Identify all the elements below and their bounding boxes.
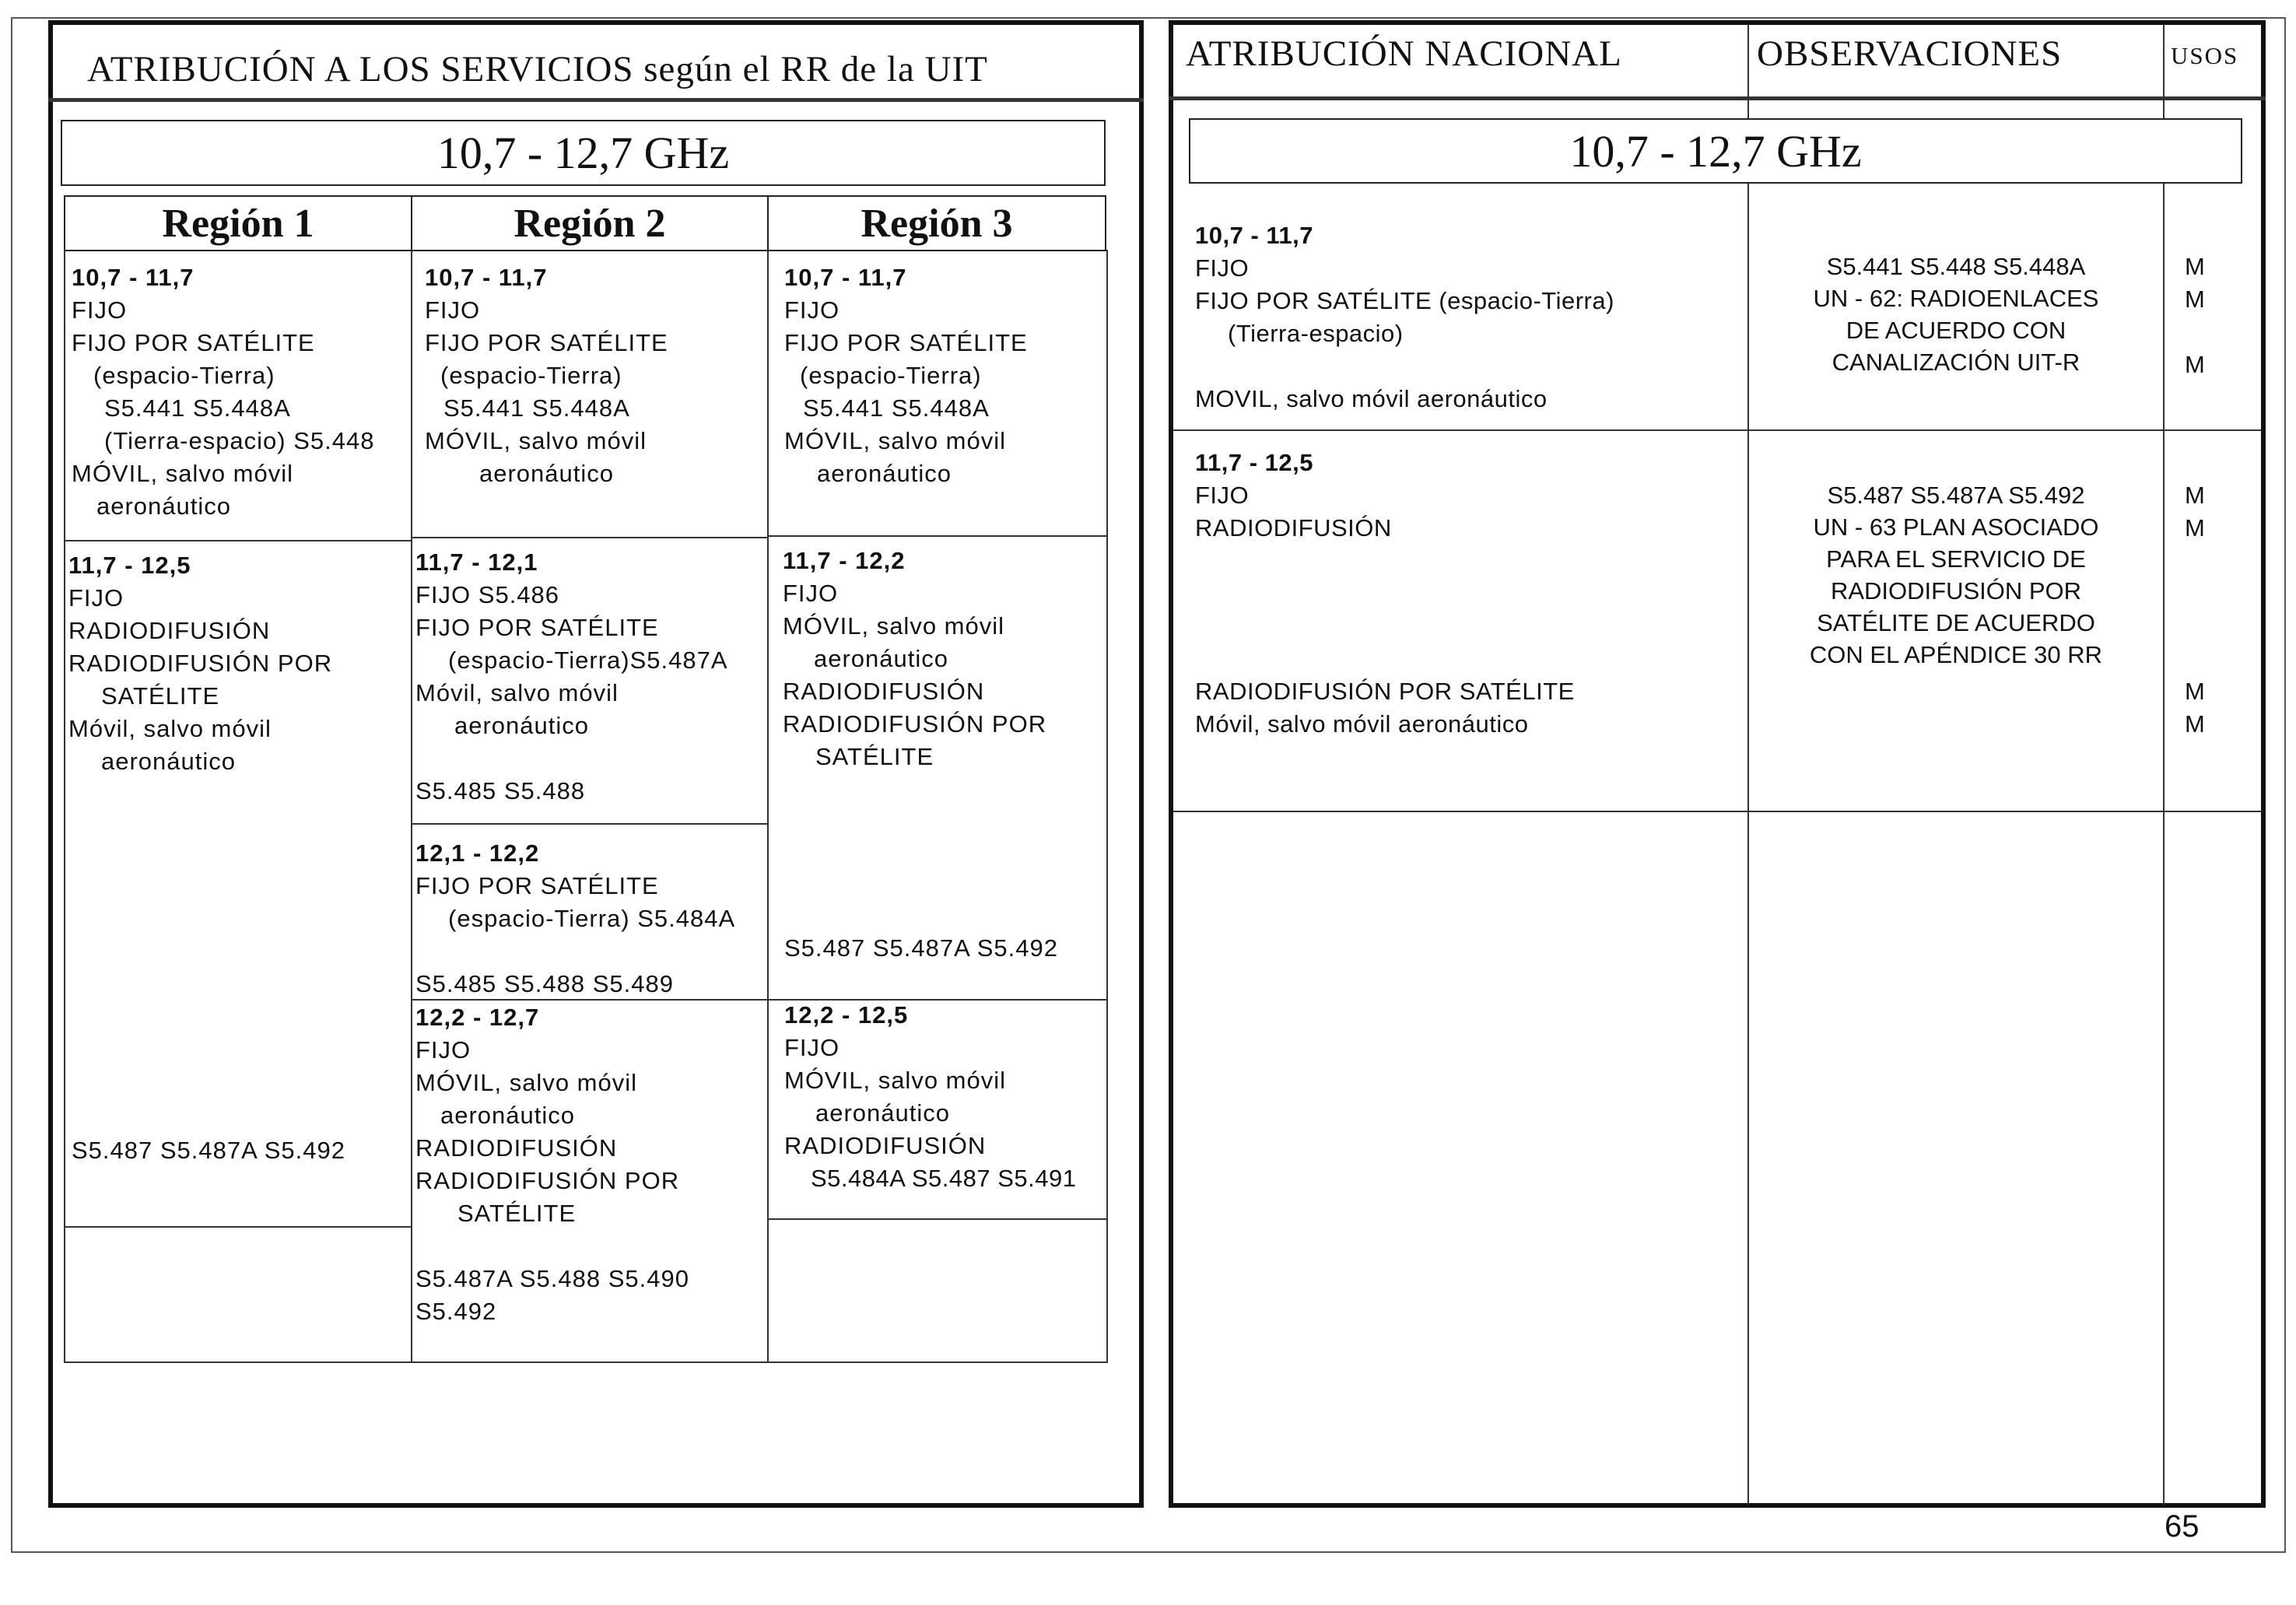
left-header-rule xyxy=(48,98,1144,102)
r3-block-11-7-12-2: 11,7 - 12,2 FIJO MÓVIL, salvo móvil aeronáutico RADIODIFUSIÓN RADIODIFUSIÓN POR SATÉLITE xyxy=(783,547,1047,770)
r3-footnotes: S5.487 S5.487A S5.492 xyxy=(784,934,1058,962)
r1-sep-2 xyxy=(64,1226,412,1228)
r2-block-10-7-11-7: 10,7 - 11,7 FIJO FIJO POR SATÉLITE (espacio-Tierra) S5.441 S5.448A MÓVIL, salvo móvil aeronáutico xyxy=(425,264,668,487)
left-header-title: ATRIBUCIÓN A LOS SERVICIOS según el RR de la UIT xyxy=(87,49,988,89)
region-2-header: Región 2 xyxy=(411,195,769,251)
col-1-left-border xyxy=(64,250,65,1362)
region-3-header: Región 3 xyxy=(767,195,1106,251)
right-row-sep-2 xyxy=(1173,811,2261,812)
header-observaciones: OBSERVACIONES xyxy=(1757,33,2063,74)
r1-footnotes: S5.487 S5.487A S5.492 xyxy=(72,1137,345,1164)
nacional-row-11-7-12-5: 11,7 - 12,5 FIJO RADIODIFUSIÓN RADIODIFUSIÓN POR SATÉLITE Móvil, salvo móvil aeronáutico xyxy=(1195,449,1575,738)
header-usos: USOS xyxy=(2171,42,2239,69)
r3-block-12-2-12-5: 12,2 - 12,5 FIJO MÓVIL, salvo móvil aeronáutico RADIODIFUSIÓN S5.484A S5.487 S5.491 xyxy=(784,1001,1077,1192)
page-number: 65 xyxy=(2165,1509,2200,1544)
r2-sep-2 xyxy=(411,823,769,825)
usos-row-2: M M M M xyxy=(2185,482,2205,738)
right-row-sep-1 xyxy=(1173,429,2261,431)
region-1-header: Región 1 xyxy=(64,195,412,251)
r1-block-11-7-12-5: 11,7 - 12,5 FIJO RADIODIFUSIÓN RADIODIFUSIÓN POR SATÉLITE Móvil, salvo móvil aeronáutico xyxy=(68,552,333,775)
right-col-border-1 xyxy=(1747,25,1749,1505)
table-bottom-border xyxy=(64,1361,1108,1363)
right-col-border-2 xyxy=(2163,25,2165,1505)
observaciones-row-1: S5.441 S5.448 S5.448A UN - 62: RADIOENLACES DE ACUERDO CON CANALIZACIÓN UIT-R xyxy=(1813,253,2099,376)
r3-block-10-7-11-7: 10,7 - 11,7 FIJO FIJO POR SATÉLITE (espacio-Tierra) S5.441 S5.448A MÓVIL, salvo móvil aeronáutico xyxy=(784,264,1028,487)
header-atribucion-nacional: ATRIBUCIÓN NACIONAL xyxy=(1186,33,1622,74)
r2-block-11-7-12-1: 11,7 - 12,1 FIJO S5.486 FIJO POR SATÉLITE (espacio-Tierra)S5.487A Móvil, salvo móvil aeronáutico S5.485 S5.488 xyxy=(415,548,728,804)
left-band-title: 10,7 - 12,7 GHz xyxy=(61,120,1106,186)
observaciones-row-2: S5.487 S5.487A S5.492 UN - 63 PLAN ASOCIADO PARA EL SERVICIO DE RADIODIFUSIÓN POR SATÉLITE DE ACUERDO CON EL APÉNDICE 30 RR xyxy=(1809,482,2103,668)
r3-sep-1 xyxy=(767,535,1106,537)
r1-block-10-7-11-7: 10,7 - 11,7 FIJO FIJO POR SATÉLITE (espacio-Tierra) S5.441 S5.448A (Tierra-espacio) S5.448 MÓVIL, salvo móvil aeronáutico xyxy=(72,264,375,520)
right-band-title: 10,7 - 12,7 GHz xyxy=(1189,118,2242,184)
right-header-rule xyxy=(1169,96,2266,100)
col-3-right-border xyxy=(1106,250,1108,1362)
nacional-row-10-7-11-7: 10,7 - 11,7 FIJO FIJO POR SATÉLITE (espacio-Tierra) (Tierra-espacio) MOVIL, salvo móvil aeronáutico xyxy=(1195,222,1614,412)
r2-block-12-1-12-2: 12,1 - 12,2 FIJO POR SATÉLITE (espacio-Tierra) S5.484A S5.485 S5.488 S5.489 xyxy=(415,839,736,997)
r2-block-12-2-12-7: 12,2 - 12,7 FIJO MÓVIL, salvo móvil aeronáutico RADIODIFUSIÓN RADIODIFUSIÓN POR SATÉLITE S5.487A S5.488 S5.490 S5.492 xyxy=(415,1004,689,1325)
r1-sep-1 xyxy=(64,540,412,541)
col-2-3-border xyxy=(767,250,769,1362)
r2-sep-1 xyxy=(411,537,769,538)
col-1-2-border xyxy=(411,250,412,1362)
r3-sep-3 xyxy=(767,1218,1106,1220)
usos-row-1: M M M xyxy=(2185,253,2205,378)
